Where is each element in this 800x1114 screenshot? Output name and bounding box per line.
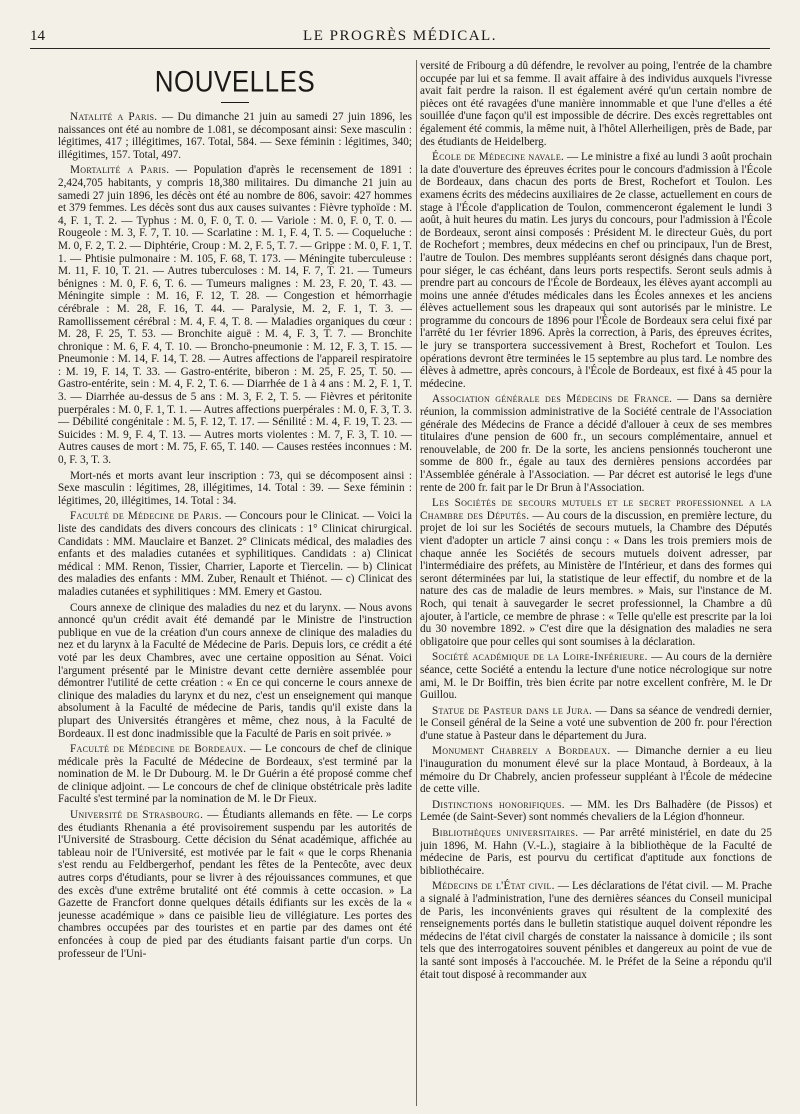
column-divider <box>416 60 417 1106</box>
article-text: — Au cours de la discussion, en première lecture, du projet de loi sur les Sociétés de secours mutuels, la Chambre des Députés vient d'adopter un article 7 ainsi conçu : « Dans les trois premiers mois de chaque année les Sociétés de secours mutuels doivent adresser, par l'intermédiaire des préfets, au Ministère de l'Intérieur, et dans des formes qui seront déterminées par lui, la statistique de leur effectif, du nombre et de la nature des cas de maladie de leurs membres. » Mais, sur l'instance de M. Roch, qui tenait à sauvegarder le secret professionnel, la Chambre a dû ajouter, à l'article, ce membre de phrase : « Telle qu'elle est prescrite par la loi du 30 novembre 1892. » C'est dire que la désignation des maladies ne sera obligatoire que pour celles qui sont soumises à la déclaration. <box>420 509 772 648</box>
left-articles <box>58 111 412 960</box>
article-paragraph <box>58 164 412 466</box>
article-paragraph <box>58 743 412 806</box>
right-column <box>420 60 772 1106</box>
section-title: NOUVELLES <box>154 63 316 99</box>
article-heading: Faculté de Médecine de Bordeaux. <box>70 743 247 756</box>
article-heading: Société académique de la Loire-Inférieure. <box>432 651 648 664</box>
article-heading: Bibliothèques universitaires. <box>432 827 579 840</box>
article-heading: École de Médecine navale. <box>432 151 565 164</box>
article-text: versité de Fribourg a dû défendre, le revolver au poing, l'entrée de la chambre occupée par lui et sa femme. Il avait affaire à des individus auxquels l'ivresse avait fait perdre la raison. Il est également avéré qu'un certain nombre de pièces ont été ravagées d'une manière innommable et que l'une d'elles a été souillée d'une façon qu'il est impossible de décrire. Des excès regrettables ont également été commis, la même nuit, à l'hôtel Allerheiligen, près de Bade, par des étudiants de Heidelberg. <box>420 60 772 148</box>
article-paragraph <box>58 602 412 741</box>
article-paragraph <box>420 497 772 648</box>
article-paragraph <box>420 651 772 701</box>
article-text: Mort-nés et morts avant leur inscription : 73, qui se décomposent ainsi : Sexe masculin : légitimes, 28, illégitimes, 14. Total : 39. — Sexe féminin : légitimes, 20, illégitimes, 14. Total : 34. <box>58 469 412 507</box>
article-paragraph <box>420 799 772 824</box>
article-heading: Médecins de l'État civil. <box>432 880 555 893</box>
article-heading: Université de Strasbourg. <box>70 809 204 822</box>
article-text: — Dans sa séance de vendredi dernier, le Conseil général de la Seine a voté une subvention de 200 fr. pour l'érection d'une statue à Pasteur dans le département du Jura. <box>420 704 772 742</box>
article-text: — MM. les Drs Balhadère (de Pissos) et Lemée (de Saint-Sever) sont nommés chevaliers de la Légion d'honneur. <box>420 798 772 824</box>
article-text: — Étudiants allemands en fête. — Le corps des étudiants Rhenania a été provisoirement suspendu par les autorités de l'Université de Strasbourg. Cette décision du Sénat académique, affichée au tableau noir de l'Université, est motivée par le fait « que le corps Rhenania s'est rendu au Feldbergerhof, pendant les fêtes de la Pentecôte, avec deux autres corps d'étudiants, pour se livrer à des réjouissances communes, et que des excès d'une extrême brutalité ont été commis à cette occasion. » La Gazette de Francfort donne quelques détails édifiants sur les excès de la « jeunesse académique » dans ce paisible lieu de villégiature. Les portes des chambres occupées par des touristes et en partie par des dames ont été enfoncées à coup de pied par des étudiants faisant partie d'un corps. Un professeur de l'Uni- <box>58 809 412 960</box>
article-text: — Population d'après le recensement de 1891 : 2,424,705 habitants, y compris 18,380 militaires. Du dimanche 21 juin au samedi 27 juin 1896, les décès ont été au nombre de 806, savoir: 427 hommes et 379 femmes. Les décès sont dus aux causes suivantes : Fièvre typhoïde : M. 4, F. 1, T. 2. — Typhus : M. 0, F. 0, T. 0. — Variole : M. 0, F. 0, T. 0. — Rougeole : M. 3, F. 7, T. 10. — Scarlatine : M. 1, F. 4, T. 5. — Coqueluche : M. 0, F. 2, T. 2. — Diphtérie, Croup : M. 2, F. 5, T. 7. — Grippe : M. 0, F. 1, T. 1. — Phtisie pulmonaire : M. 105, F. 68, T. 173. — Méningite tuberculeuse : M. 11, F. 10, T. 21. — Autres tuberculoses : M. 14, F. 7, T. 21. — Tumeurs bénignes : M. 0, F. 6, T. 6. — Tumeurs malignes : M. 23, F. 20, T. 43. — Méningite simple : M. 16, F. 12, T. 28. — Congestion et hémorrhagie cérébrale : M. 28, F. 16, T. 44. — Paralysie, M. 2, F. 1, T. 3. — Ramollissement cérébral : M. 4, F. 4, T. 8. — Maladies organiques du cœur : M. 28, F. 25, T. 53. — Bronchite aiguë : M. 4, F. 3, T. 7. — Bronchite chronique : M. 6, F. 4, T. 10. — Broncho-pneumonie : M. 12, F. 3, T. 15. — Pneumonie : M. 14, F. 14, T. 28. — Autres affections de l'appareil respiratoire : M. 19, F. 14, T. 33. — Gastro-entérite, biberon : M. 25, F. 25, T. 50. — Gastro-entérite, sein : M. 4, F. 2, T. 6. — Diarrhée de 1 à 4 ans : M. 2, F. 1, T. 3. — Diarrhée au-dessus de 5 ans : M. 3, F. 2, T. 5. — Fièvres et péritonite puerpérales : M. 0, F. 1, T. 1. — Autres affections puerpérales : M. 0, F. 3, T. 3. — Débilité congénitale : M. 5, F. 12, T. 17. — Sénilité : M. 4, F. 19, T. 23. — Suicides : M. 9, F. 4, T. 13. — Autres morts violentes : M. 7, F. 3, T. 10. — Autres causes de mort : M. 75, F. 65, T. 140. — Causes restées inconnues : M. 0, F. 3, T. 3. <box>58 164 412 467</box>
article-paragraph <box>58 809 412 960</box>
article-paragraph <box>58 111 412 161</box>
article-paragraph <box>420 393 772 494</box>
article-heading: Distinctions honorifiques. <box>432 798 565 811</box>
article-paragraph <box>420 827 772 877</box>
article-paragraph <box>58 510 412 598</box>
article-heading: Association générale des Médecins de France. <box>432 393 673 406</box>
page-header <box>30 26 770 49</box>
article-heading: Faculté de Médecine de Paris. <box>70 510 222 523</box>
article-paragraph <box>420 151 772 390</box>
article-paragraph <box>420 705 772 743</box>
page-number: 14 <box>30 28 45 44</box>
article-text: — Les déclarations de l'état civil. — M. Prache a signalé à l'administration, l'une des dernières séances du Conseil municipal de Paris, les inconvénients graves qui résultent de la complexité des renseignements portés dans le bulletin statistique auquel doivent répondre les médecins de l'état civil chargés de constater la naissance à domicile ; ils sont tels que des interrogatoires souvent pénibles et dangereux au point de vue de la santé sont imposés à l'accouchée. M. le Préfet de la Seine a répondu qu'il était tout disposé à recommander aux <box>420 880 772 981</box>
article-text: — Le concours de chef de clinique médicale près la Faculté de Médecine de Bordeaux, s'est terminé par la nomination de M. le Dr Dubourg. M. le Dr Guérin a été proposé comme chef de clinique adjoint. — Le concours de chef de clinique obstétricale près ladite Faculté s'est terminé par la nomination de M. le Dr Fieux. <box>58 743 412 806</box>
article-heading: Mortalité a Paris. <box>70 164 170 177</box>
article-text: — Au cours de la dernière séance, cette Société a entendu la lecture d'une notice nécrologique sur notre ami, M. le Dr Boiffin, très bien écrite par notre excellent confrère, M. le Dr Guillou. <box>420 651 772 702</box>
left-column <box>58 60 412 1106</box>
journal-title: LE PROGRÈS MÉDICAL. <box>303 28 497 44</box>
right-articles <box>420 60 772 981</box>
article-heading: Natalité a Paris. <box>70 111 158 123</box>
article-heading: Monument Chabrely a Bordeaux. <box>432 745 611 758</box>
article-text: — Du dimanche 21 juin au samedi 27 juin 1896, les naissances ont été au nombre de 1.081, se décomposant ainsi: Sexe masculin : légitimes, 417 ; illégitimes, 167. Total, 584. — Sexe féminin : légitimes, 340; illégitimes, 157. Total, 497. <box>58 111 412 161</box>
article-text: — Dimanche dernier a eu lieu l'inauguration du monument élevé sur la place Montaud, à Bordeaux, à la mémoire du Dr Chabrely, ancien professeur suppléant à l'École de médecine de cette ville. <box>420 745 772 796</box>
article-text: Cours annexe de clinique des maladies du nez et du larynx. — Nous avons annoncé qu'un crédit avait été demandé par le Ministre de l'instruction publique en vue de la création d'un cours annexe de clinique des maladies du nez et du larynx à la Faculté de Médecine de Paris. Depuis lors, ce crédit a été voté par les deux Chambres, avec une certaine opposition au Sénat. Voici l'argument présenté par le Ministre devant cette dernière assemblée pour démontrer l'utilité de cette création : « En ce qui concerne le cours annexe de clinique des maladies du larynx et du nez, c'est un enseignement qui manque absolument à la Faculté de médecine de Paris, tandis qu'il existe dans la plupart des Universités étrangères et même, chez nous, à la Faculté de Bordeaux. Il est donc inadmissible que la Faculté de Paris en soit privée. » <box>58 601 412 740</box>
article-paragraph <box>420 60 772 148</box>
article-heading: Les Sociétés de secours mutuels et le secret professionnel a la Chambre des Députés. <box>420 497 772 522</box>
article-paragraph <box>420 880 772 981</box>
article-text: — Par arrêté ministériel, en date du 25 juin 1896, M. Hahn (V.-L.), stagiaire à la bibliothèque de la Faculté de médecine de Paris, est pourvu du certificat d'aptitude aux fonctions de bibliothécaire. <box>420 827 772 877</box>
article-heading: Statue de Pasteur dans le Jura. <box>432 704 593 717</box>
title-rule <box>221 102 249 103</box>
article-text: — Dans sa dernière réunion, la commission administrative de la Société centrale de l'Association générale des Médecins de France a décidé d'allouer à ceux de ses membres titulaires d'une pension de 600 fr., un secours complémentaire, annuel et renouvelable, de 200 fr. De la sorte, les anciens pensionnés toucheront une somme de 800 fr., égale au taux des dernières pensions accordées par l'Assemblée générale à l'Association. — Par décret est autorisé le legs d'une rente de 200 fr. fait par le Dr Brun à l'Association. <box>420 393 772 494</box>
article-paragraph <box>420 745 772 795</box>
article-text: — Le ministre a fixé au lundi 3 août prochain la date d'ouverture des épreuves écrites pour le concours d'admission à l'École de Bordeaux, dans chacun des ports de Brest, Rochefort et Toulon. Les examens écrits des médecins auxiliaires de 2e classe, actuellement en cours de stage à l'École d'application de Toulon, commenceront également le lundi 3 août, à huit heures du matin. Les jurys du concours, pour l'admission à l'École de Bordeaux, seront ainsi composés : Président M. le directeur Guès, du port de Rochefort ; membres, deux médecins en chef ou principaux, l'un de Brest, l'autre de Toulon. Des membres suppléants seront désignés dans chaque port, pour siéger, le cas échéant, dans leurs ports respectifs. Seront seuls admis à prendre part au concours de l'École de Bordeaux, les élèves ayant accompli au moins une année d'études médicales dans les Écoles annexes et les anciens élèves actuellement sous les drapeaux qui sont autorisés par le ministre. Le programme du concours de 1896 pour l'École de Bordeaux sera celui fixé par l'arrêté du 1er février 1896. Après la correction, à Paris, des épreuves écrites, le jury se transportera successivement à Brest, Rochefort et Toulon. Les opérations devront être terminées le 15 septembre au plus tard. Le nombre des élèves à admettre, après concours, à l'École de Bordeaux, est fixé à 45 pour la médecine. <box>420 151 772 390</box>
article-paragraph <box>58 470 412 508</box>
article-text: — Concours pour le Clinicat. — Voici la liste des candidats des divers concours des clinicats : 1° Clinicat chirurgical. Candidats : MM. Mauclaire et Banzet. 2° Clinicats médical, des maladies des enfants et des maladies cutanées et syphilitiques. Candidats : a) Clinicat médical : MM. Renon, Tissier, Charrier, Laporte et Tiercelin. — b) Clinicat des maladies des enfants : MM. Zuber, Renault et Thiénot. — c) Clinicat des maladies cutanées et syphilitiques : MM. Emery et Gastou. <box>58 510 412 598</box>
